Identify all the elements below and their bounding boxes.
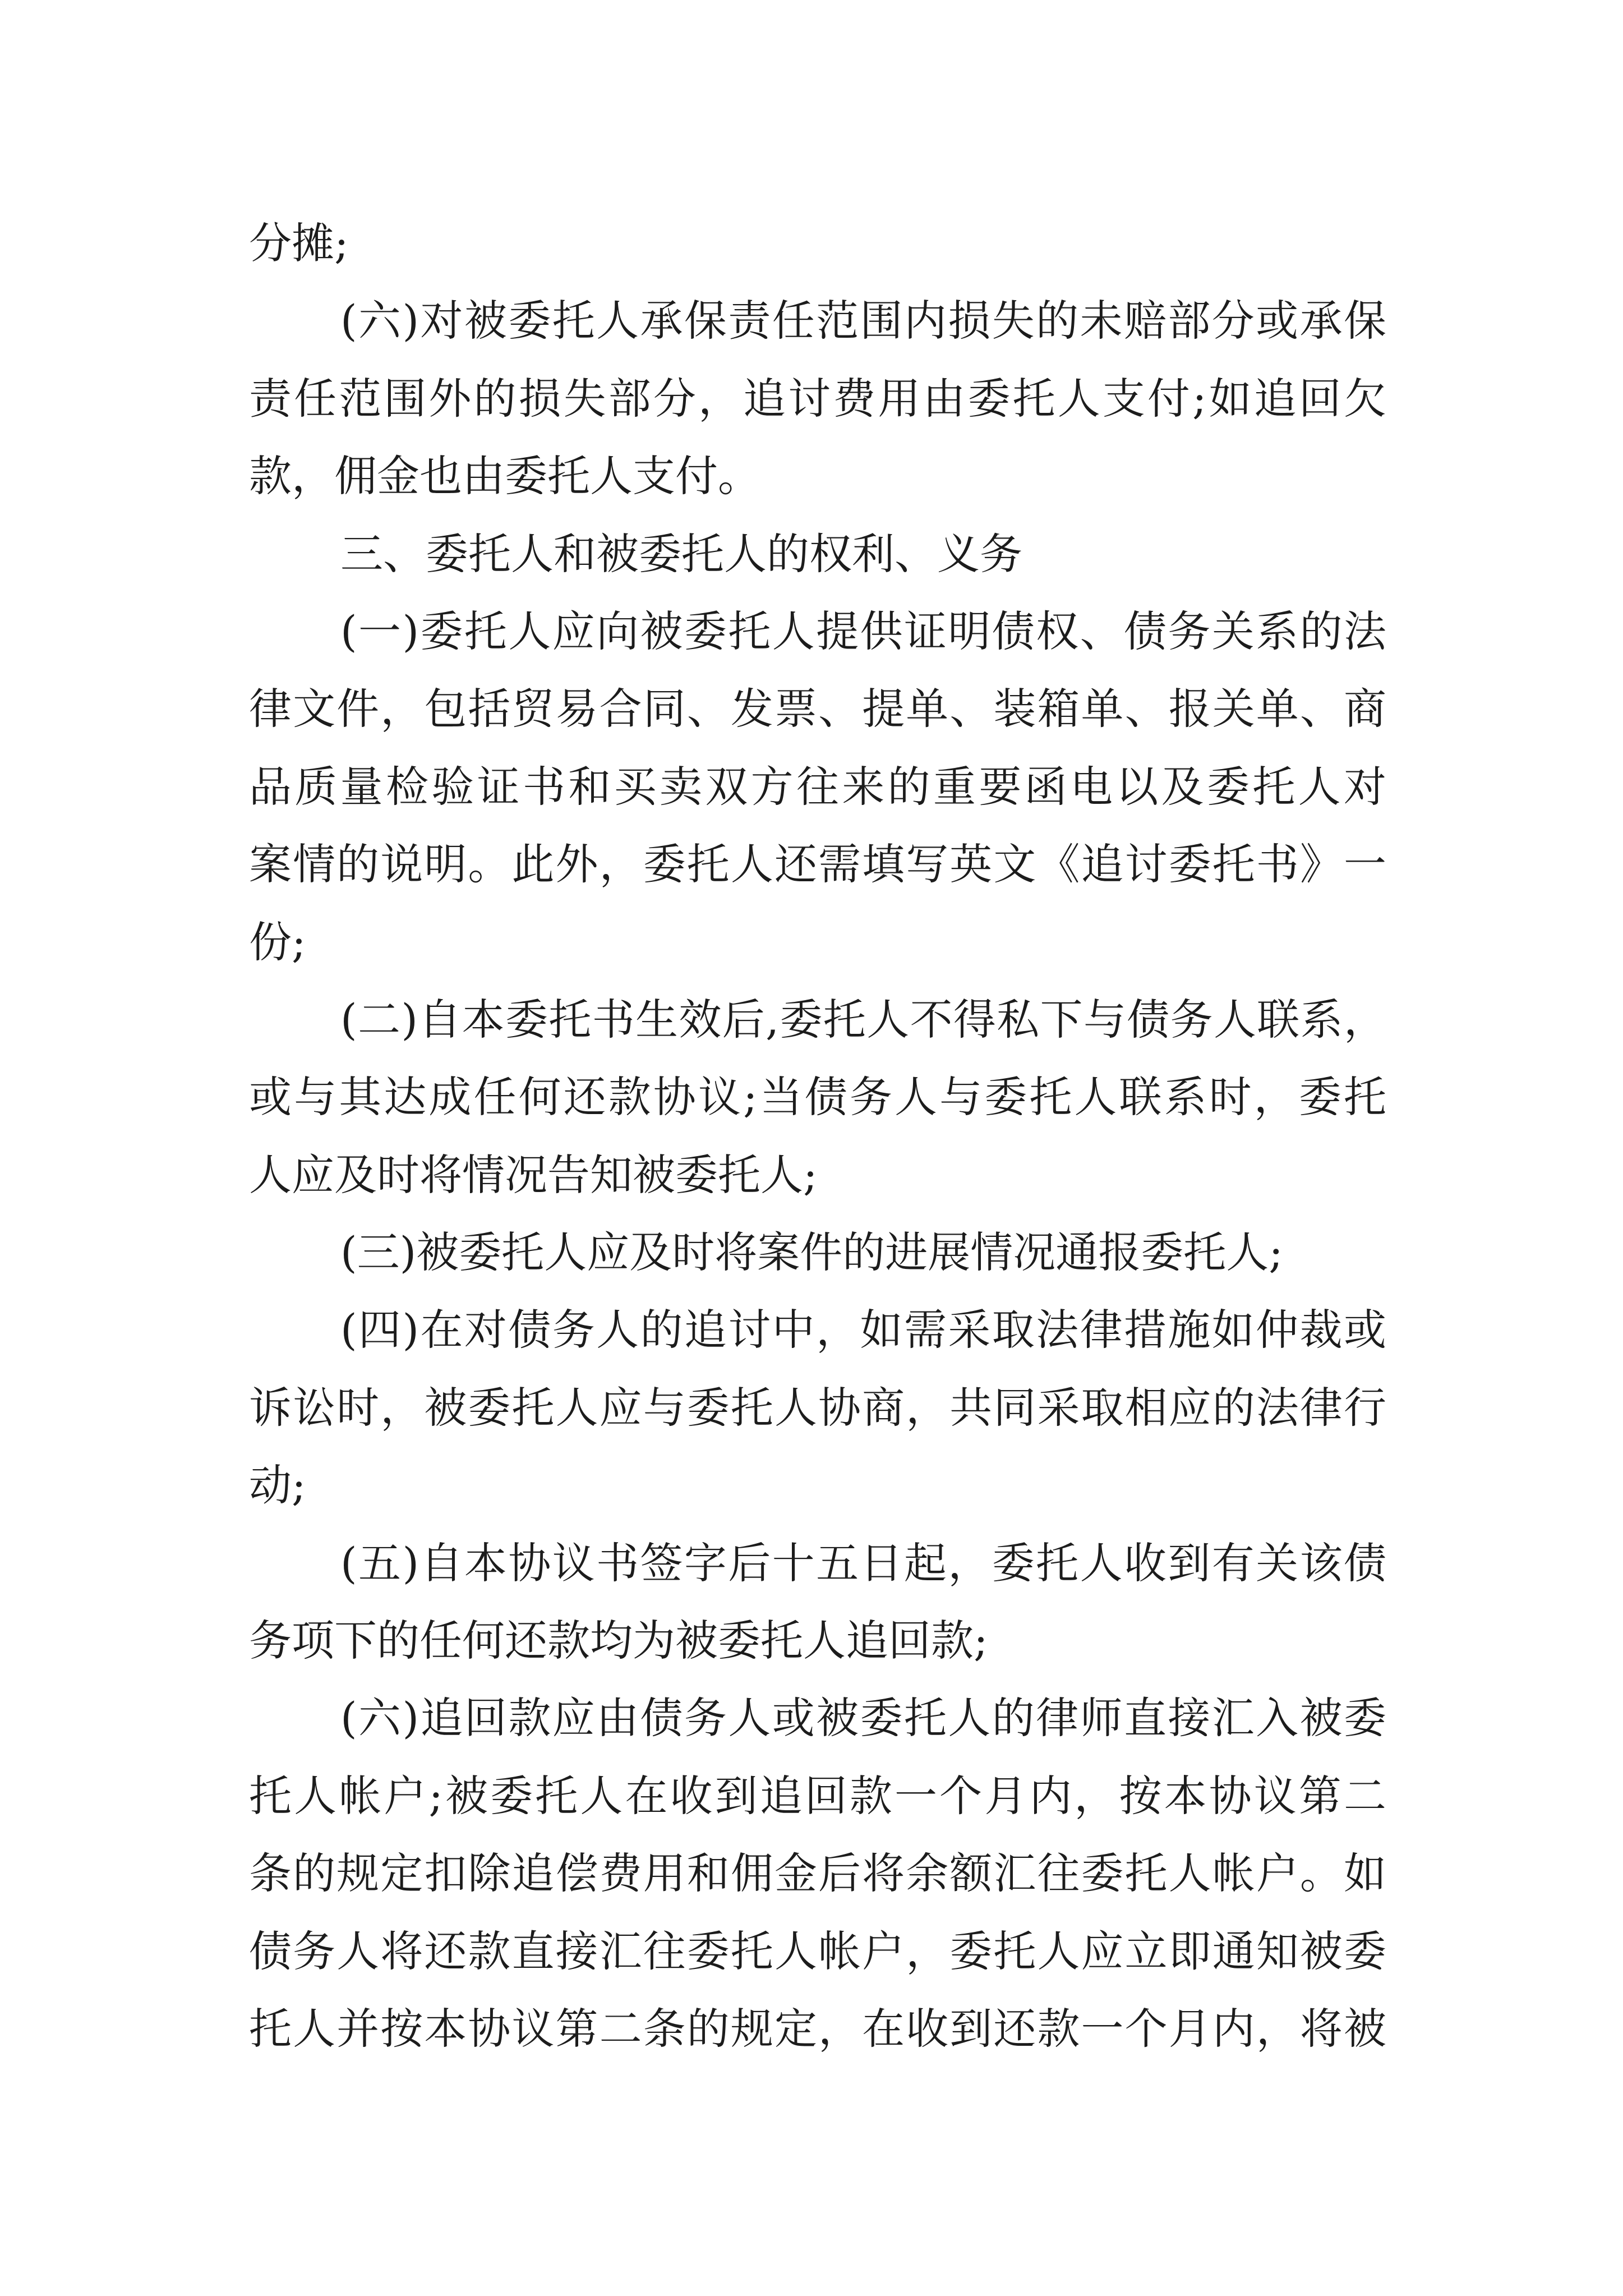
text-line: 款，佣金也由委托人支付。 — [249, 451, 760, 501]
paragraph — [249, 981, 1386, 1214]
document-body — [249, 205, 1386, 2068]
text-line: 债务人将还款直接汇往委托人帐户，委托人应立即通知被委 — [249, 1926, 1386, 1976]
text-line: 品质量检验证书和买卖双方往来的重要函电以及委托人对 — [249, 761, 1386, 812]
text-line: (一)委托人应向被委托人提供证明债权、债务关系的法 — [340, 606, 1386, 656]
text-line: 诉讼时，被委托人应与委托人协商，共同采取相应的法律行 — [249, 1382, 1386, 1433]
text-line: (六)对被委托人承保责任范围内损失的未赔部分或承保 — [340, 296, 1386, 346]
text-line: 托人帐户;被委托人在收到追回款一个月内，按本协议第二 — [249, 1770, 1386, 1821]
text-line: 律文件，包括贸易合同、发票、提单、装箱单、报关单、商 — [249, 684, 1386, 734]
text-line: 托人并按本协议第二条的规定，在收到还款一个月内，将被 — [249, 2003, 1386, 2054]
text-line: 份; — [249, 917, 306, 967]
text-line: 动; — [249, 1460, 306, 1511]
text-line: (二)自本委托书生效后,委托人不得私下与债务人联系， — [340, 994, 1386, 1045]
paragraph — [249, 593, 1386, 981]
paragraph — [249, 1214, 1386, 1291]
paragraph — [249, 1291, 1386, 1524]
text-line: 或与其达成任何还款协议;当债务人与委托人联系时，委托 — [249, 1072, 1386, 1122]
text-line: 责任范围外的损失部分，追讨费用由委托人支付;如追回欠 — [249, 373, 1386, 424]
text-line: (五)自本协议书签字后十五日起，委托人收到有关该债 — [340, 1538, 1386, 1588]
text-line: 人应及时将情况告知被委托人; — [249, 1149, 818, 1200]
text-line: 三、委托人和被委托人的权利、义务 — [340, 528, 1022, 579]
text-line: 案情的说明。此外，委托人还需填写英文《追讨委托书》一 — [249, 839, 1386, 890]
section-heading — [249, 516, 1386, 593]
paragraph — [249, 282, 1386, 515]
paragraph — [249, 205, 1386, 282]
text-line: (三)被委托人应及时将案件的进展情况通报委托人; — [340, 1227, 1283, 1278]
text-line: 务项下的任何还款均为被委托人追回款; — [249, 1616, 988, 1666]
paragraph — [249, 1525, 1386, 1680]
paragraph — [249, 1680, 1386, 2068]
text-line: (六)追回款应由债务人或被委托人的律师直接汇入被委 — [340, 1693, 1386, 1743]
text-line: 条的规定扣除追偿费用和佣金后将余额汇往委托人帐户。如 — [249, 1848, 1386, 1899]
text-line: (四)在对债务人的追讨中，如需采取法律措施如仲裁或 — [340, 1305, 1386, 1355]
text-line: 分摊; — [249, 218, 349, 268]
